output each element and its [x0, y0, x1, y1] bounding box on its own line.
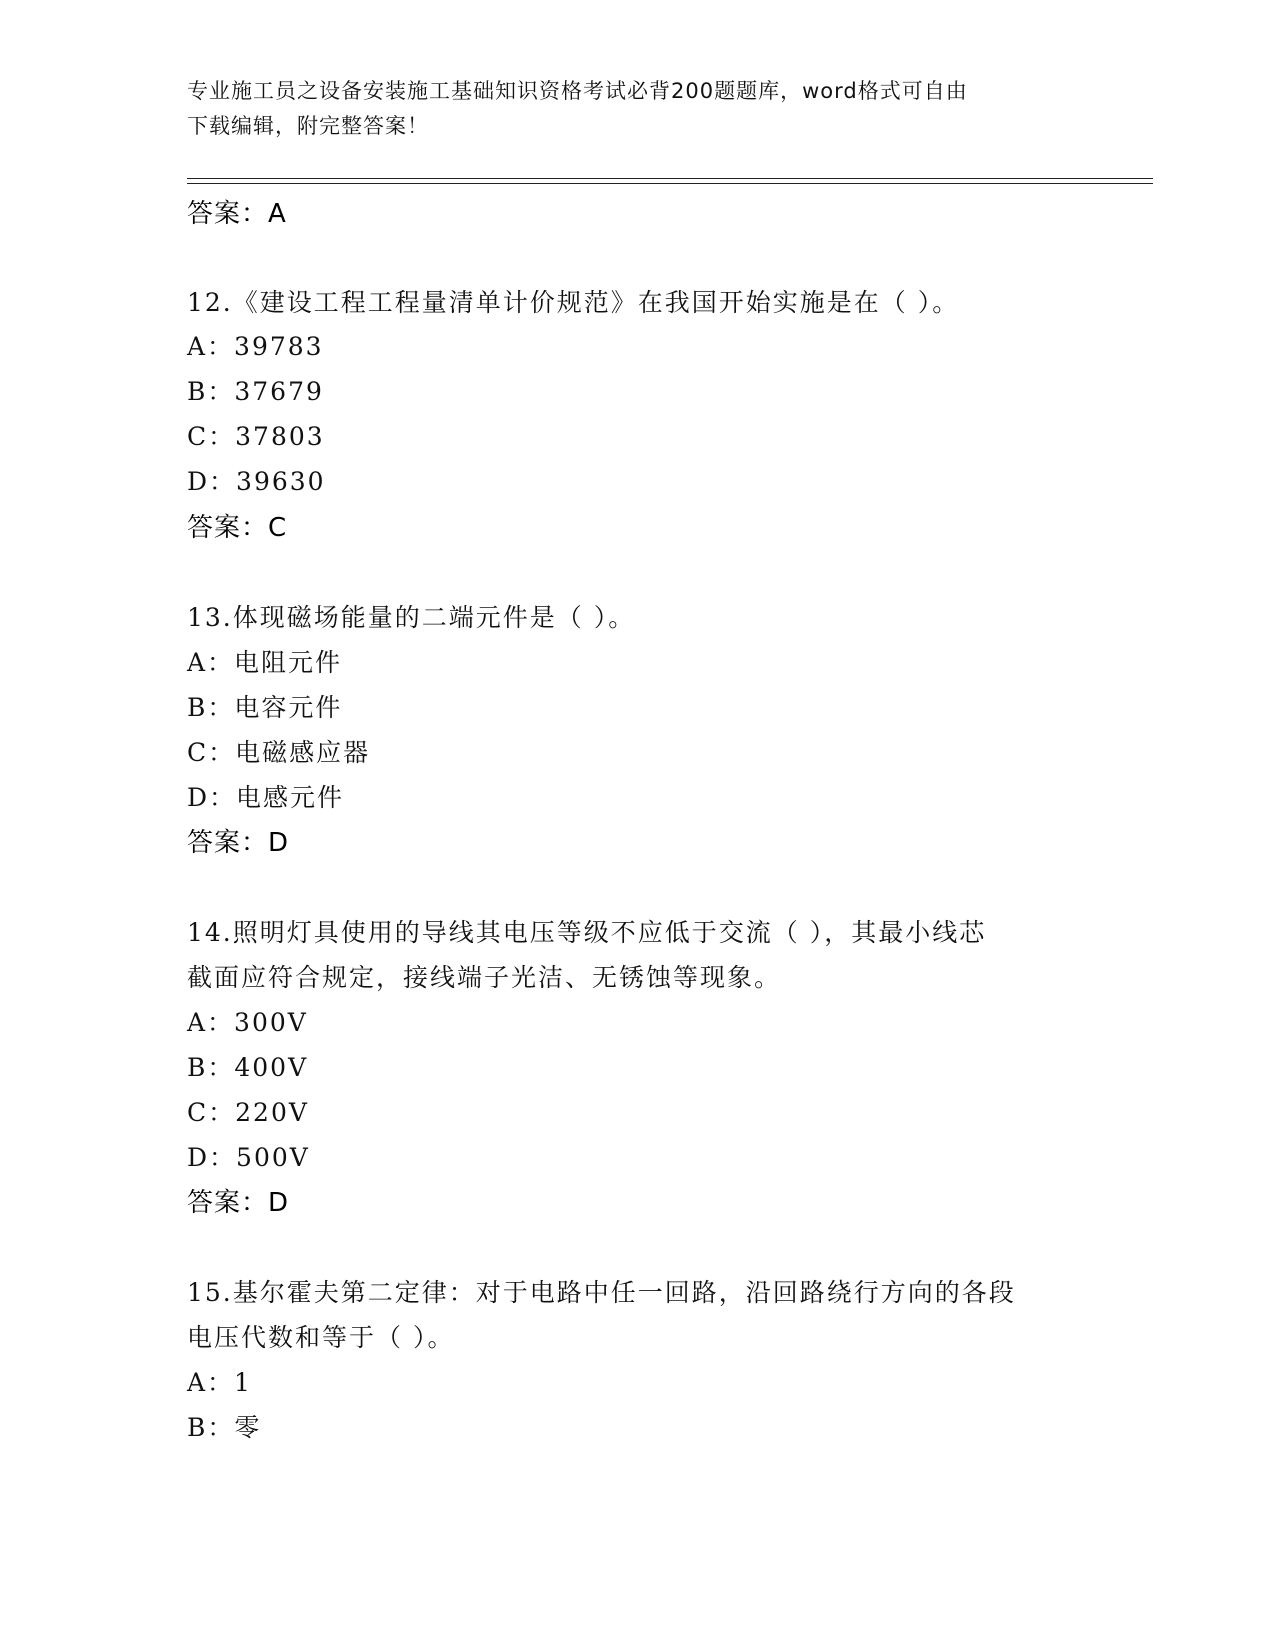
question-13-option-b: B：电容元件 — [187, 693, 343, 722]
question-12-option-a: A：39783 — [187, 332, 324, 361]
question-15-stem-line-2: 电压代数和等于（ ）。 — [187, 1323, 455, 1352]
question-14-option-c: C：220V — [187, 1098, 309, 1127]
question-15-option-b: B：零 — [187, 1413, 262, 1442]
question-14-stem-line-2: 截面应符合规定，接线端子光洁、无锈蚀等现象。 — [187, 963, 782, 992]
question-13-option-a: A：电阻元件 — [187, 648, 343, 677]
header-divider-top — [187, 178, 1153, 179]
question-14-option-d: D：500V — [187, 1143, 310, 1172]
header-line-1: 专业施工员之设备安装施工基础知识资格考试必背200题题库，word格式可自由 — [187, 79, 968, 103]
question-12-stem: 12.《建设工程工程量清单计价规范》在我国开始实施是在（ ）。 — [187, 288, 960, 317]
header-line-2: 下载编辑，附完整答案！ — [187, 114, 429, 138]
document-header — [187, 74, 1087, 144]
question-15-option-a: A：1 — [187, 1368, 252, 1397]
question-12-option-b: B：37679 — [187, 377, 324, 406]
question-13-option-d: D：电感元件 — [187, 783, 345, 812]
answer-q12: 答案：C — [187, 513, 288, 543]
question-14-option-a: A：300V — [187, 1008, 308, 1037]
question-12-option-d: D：39630 — [187, 467, 326, 496]
header-divider-bottom — [187, 183, 1153, 184]
question-14-option-b: B：400V — [187, 1053, 309, 1082]
question-15-stem-line-1: 15.基尔霍夫第二定律：对于电路中任一回路，沿回路绕行方向的各段 — [187, 1278, 1016, 1307]
answer-q11: 答案：A — [187, 199, 287, 229]
question-13-option-c: C：电磁感应器 — [187, 738, 371, 767]
question-13-stem: 13.体现磁场能量的二端元件是（ ）。 — [187, 603, 636, 632]
question-14-stem-line-1: 14.照明灯具使用的导线其电压等级不应低于交流（ ），其最小线芯 — [187, 918, 987, 947]
answer-q13: 答案：D — [187, 828, 290, 858]
answer-q14: 答案：D — [187, 1188, 290, 1218]
question-12-option-c: C：37803 — [187, 422, 325, 451]
